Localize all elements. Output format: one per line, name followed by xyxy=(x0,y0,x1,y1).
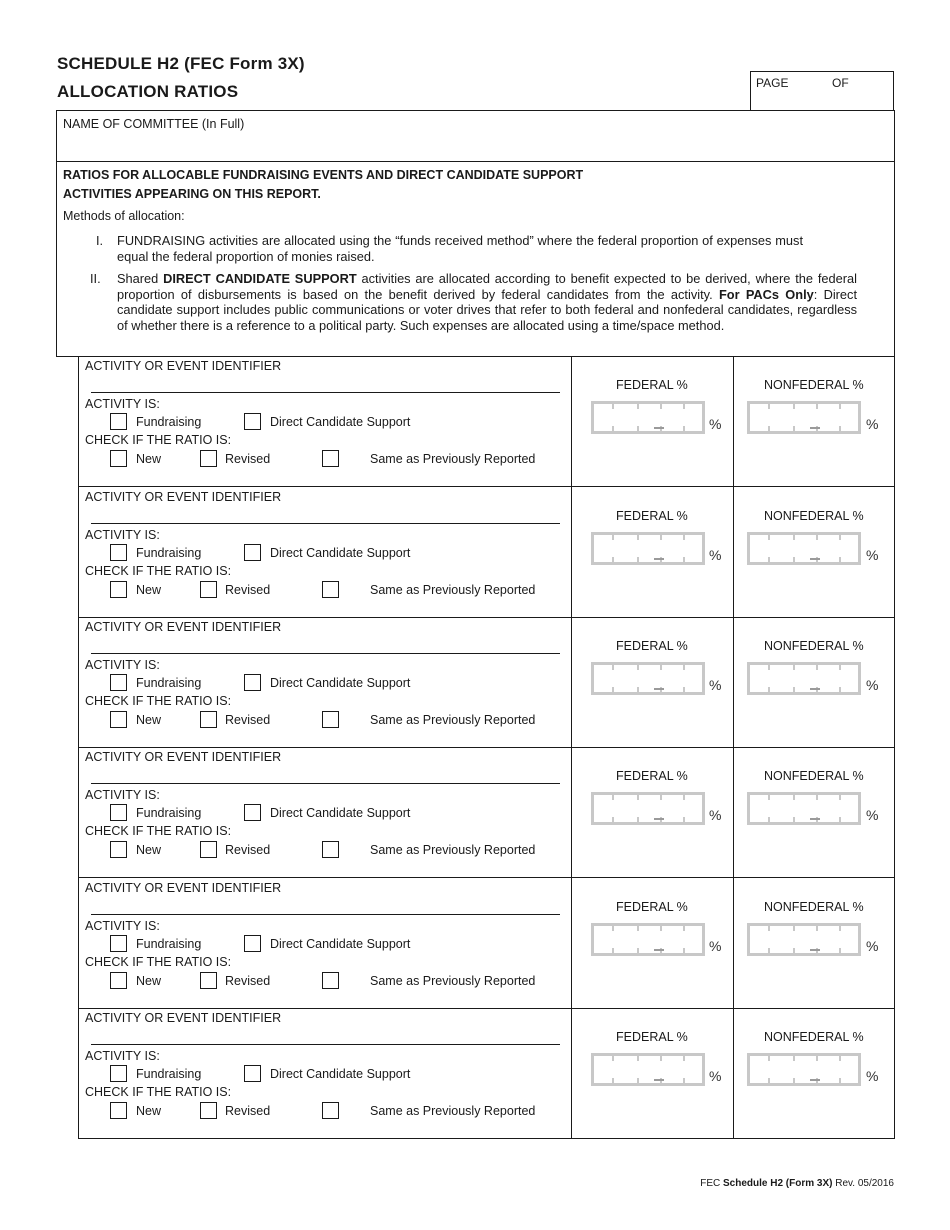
fundraising-label: Fundraising xyxy=(136,1067,202,1081)
digit-tick xyxy=(612,557,614,562)
check-ratio-label: CHECK IF THE RATIO IS: xyxy=(85,1085,232,1099)
digit-tick xyxy=(637,1078,639,1083)
column-divider xyxy=(733,617,734,747)
activity-identifier-label: ACTIVITY OR EVENT IDENTIFIER xyxy=(85,620,282,634)
digit-tick xyxy=(839,687,841,692)
activity-is-label: ACTIVITY IS: xyxy=(85,658,160,672)
digit-tick xyxy=(793,948,795,953)
activity-block xyxy=(78,356,895,487)
digit-tick xyxy=(839,535,841,540)
digit-tick xyxy=(839,1078,841,1083)
schedule-title: SCHEDULE H2 (FEC Form 3X) xyxy=(57,54,305,73)
method2-prefix: Shared xyxy=(117,271,159,286)
percent-input[interactable] xyxy=(747,532,861,565)
digit-tick xyxy=(768,817,770,822)
federal-percent-label: FEDERAL % xyxy=(616,900,688,914)
method2-bold: DIRECT CANDIDATE SUPPORT xyxy=(163,271,357,286)
decimal-mark xyxy=(654,558,664,560)
fundraising-checkbox[interactable] xyxy=(110,413,127,430)
percent-input[interactable] xyxy=(591,401,705,434)
check-ratio-label: CHECK IF THE RATIO IS: xyxy=(85,955,232,969)
decimal-mark xyxy=(654,427,664,429)
digit-tick xyxy=(793,795,795,800)
digit-tick xyxy=(793,665,795,670)
digit-tick xyxy=(793,535,795,540)
of-label: OF xyxy=(832,76,849,90)
revised-label: Revised xyxy=(225,713,271,727)
percent-input[interactable] xyxy=(747,401,861,434)
digit-tick xyxy=(637,948,639,953)
nonfederal-percent-sign: % xyxy=(866,547,879,563)
digit-tick xyxy=(683,404,685,409)
nonfederal-percent-sign: % xyxy=(866,807,879,823)
same-as-previously-checkbox[interactable] xyxy=(322,581,339,598)
revised-label: Revised xyxy=(225,843,271,857)
new-label: New xyxy=(136,713,162,727)
form-title: ALLOCATION RATIOS xyxy=(57,82,239,101)
revised-label: Revised xyxy=(225,1104,271,1118)
digit-tick xyxy=(793,404,795,409)
percent-input[interactable] xyxy=(747,662,861,695)
column-divider xyxy=(733,487,734,617)
column-divider xyxy=(733,747,734,877)
fundraising-checkbox[interactable] xyxy=(110,804,127,821)
federal-percent-label: FEDERAL % xyxy=(616,509,688,523)
percent-input[interactable] xyxy=(591,662,705,695)
percent-input[interactable] xyxy=(591,923,705,956)
nonfederal-percent-sign: % xyxy=(866,1068,879,1084)
digit-tick xyxy=(683,948,685,953)
direct-candidate-support-checkbox[interactable] xyxy=(244,804,261,821)
fundraising-label: Fundraising xyxy=(136,415,202,429)
direct-candidate-support-label: Direct Candidate Support xyxy=(270,546,411,560)
digit-tick xyxy=(683,817,685,822)
digit-tick xyxy=(816,1056,818,1061)
digit-tick xyxy=(768,1078,770,1083)
direct-candidate-support-checkbox[interactable] xyxy=(244,935,261,952)
digit-tick xyxy=(768,948,770,953)
digit-tick xyxy=(768,926,770,931)
federal-percent-label: FEDERAL % xyxy=(616,378,688,392)
same-as-previously-label: Same as Previously Reported xyxy=(370,583,536,597)
same-as-previously-checkbox[interactable] xyxy=(322,972,339,989)
fundraising-checkbox[interactable] xyxy=(110,674,127,691)
digit-tick xyxy=(660,795,662,800)
digit-tick xyxy=(612,535,614,540)
fundraising-label: Fundraising xyxy=(136,546,202,560)
digit-tick xyxy=(683,795,685,800)
digit-tick xyxy=(660,665,662,670)
digit-tick xyxy=(839,1056,841,1061)
digit-tick xyxy=(839,948,841,953)
activity-identifier-input[interactable] xyxy=(91,523,560,524)
digit-tick xyxy=(793,1078,795,1083)
nonfederal-percent-sign: % xyxy=(866,416,879,432)
ratios-heading xyxy=(63,166,883,204)
digit-tick xyxy=(683,535,685,540)
ratios-heading-line1: RATIOS FOR ALLOCABLE FUNDRAISING EVENTS AND DIRECT CANDIDATE SUPPORT xyxy=(63,168,584,182)
digit-tick xyxy=(793,817,795,822)
digit-tick xyxy=(660,926,662,931)
activity-identifier-input[interactable] xyxy=(91,914,560,915)
digit-tick xyxy=(660,535,662,540)
revised-checkbox[interactable] xyxy=(200,581,217,598)
check-ratio-label: CHECK IF THE RATIO IS: xyxy=(85,824,232,838)
digit-tick xyxy=(637,426,639,431)
decimal-mark xyxy=(810,949,820,951)
direct-candidate-support-label: Direct Candidate Support xyxy=(270,1067,411,1081)
new-label: New xyxy=(136,583,162,597)
method2-text xyxy=(117,271,857,333)
same-as-previously-label: Same as Previously Reported xyxy=(370,843,536,857)
digit-tick xyxy=(637,665,639,670)
activity-identifier-input[interactable] xyxy=(91,1044,560,1045)
nonfederal-percent-label: NONFEDERAL % xyxy=(764,900,864,914)
digit-tick xyxy=(683,665,685,670)
digit-tick xyxy=(637,557,639,562)
activity-is-label: ACTIVITY IS: xyxy=(85,1049,160,1063)
digit-tick xyxy=(612,926,614,931)
digit-tick xyxy=(683,1056,685,1061)
digit-tick xyxy=(612,948,614,953)
federal-percent-label: FEDERAL % xyxy=(616,639,688,653)
digit-tick xyxy=(816,926,818,931)
digit-tick xyxy=(793,687,795,692)
revised-checkbox[interactable] xyxy=(200,841,217,858)
decimal-mark xyxy=(810,427,820,429)
new-label: New xyxy=(136,974,162,988)
digit-tick xyxy=(660,404,662,409)
column-divider xyxy=(571,1008,572,1138)
method2-mid: activities are allocated according to benefit expected to be derived, where the federal proportion of disbursements is based on the benefit derived by federal candidates from the activity. xyxy=(117,271,857,302)
same-as-previously-label: Same as Previously Reported xyxy=(370,974,536,988)
column-divider xyxy=(571,356,572,486)
same-as-previously-label: Same as Previously Reported xyxy=(370,452,536,466)
activity-identifier-label: ACTIVITY OR EVENT IDENTIFIER xyxy=(85,1011,282,1025)
activity-identifier-label: ACTIVITY OR EVENT IDENTIFIER xyxy=(85,359,282,373)
nonfederal-percent-label: NONFEDERAL % xyxy=(764,769,864,783)
method1-number: I. xyxy=(96,233,104,248)
percent-input[interactable] xyxy=(747,792,861,825)
activity-identifier-input[interactable] xyxy=(91,392,560,393)
same-as-previously-label: Same as Previously Reported xyxy=(370,713,536,727)
fundraising-checkbox[interactable] xyxy=(110,1065,127,1082)
nonfederal-percent-label: NONFEDERAL % xyxy=(764,1030,864,1044)
fundraising-label: Fundraising xyxy=(136,676,202,690)
digit-tick xyxy=(612,795,614,800)
column-divider xyxy=(571,617,572,747)
revised-label: Revised xyxy=(225,583,271,597)
digit-tick xyxy=(793,426,795,431)
new-checkbox[interactable] xyxy=(110,972,127,989)
committee-name-label: NAME OF COMMITTEE (In Full) xyxy=(63,117,245,131)
new-checkbox[interactable] xyxy=(110,1102,127,1119)
footer-revision: Rev. 05/2016 xyxy=(835,1178,894,1189)
decimal-mark xyxy=(654,1079,664,1081)
direct-candidate-support-label: Direct Candidate Support xyxy=(270,415,411,429)
digit-tick xyxy=(612,687,614,692)
footer-form-name: Schedule H2 (Form 3X) xyxy=(723,1178,833,1189)
federal-percent-sign: % xyxy=(709,547,722,563)
federal-percent-sign: % xyxy=(709,807,722,823)
method2-number: II. xyxy=(90,271,101,286)
new-label: New xyxy=(136,452,162,466)
column-divider xyxy=(733,878,734,1008)
decimal-mark xyxy=(654,818,664,820)
decimal-mark xyxy=(810,1079,820,1081)
same-as-previously-checkbox[interactable] xyxy=(322,711,339,728)
same-as-previously-checkbox[interactable] xyxy=(322,1102,339,1119)
column-divider xyxy=(571,487,572,617)
digit-tick xyxy=(612,817,614,822)
direct-candidate-support-label: Direct Candidate Support xyxy=(270,806,411,820)
activity-identifier-label: ACTIVITY OR EVENT IDENTIFIER xyxy=(85,750,282,764)
activity-block xyxy=(78,617,895,748)
new-label: New xyxy=(136,1104,162,1118)
methods-label: Methods of allocation: xyxy=(63,209,185,223)
new-label: New xyxy=(136,843,162,857)
activity-identifier-label: ACTIVITY OR EVENT IDENTIFIER xyxy=(85,881,282,895)
federal-percent-label: FEDERAL % xyxy=(616,769,688,783)
percent-input[interactable] xyxy=(591,532,705,565)
fundraising-label: Fundraising xyxy=(136,937,202,951)
revised-label: Revised xyxy=(225,974,271,988)
fundraising-checkbox[interactable] xyxy=(110,544,127,561)
same-as-previously-checkbox[interactable] xyxy=(322,450,339,467)
digit-tick xyxy=(768,535,770,540)
digit-tick xyxy=(768,665,770,670)
digit-tick xyxy=(839,817,841,822)
digit-tick xyxy=(637,687,639,692)
nonfederal-percent-label: NONFEDERAL % xyxy=(764,639,864,653)
digit-tick xyxy=(637,795,639,800)
federal-percent-sign: % xyxy=(709,416,722,432)
digit-tick xyxy=(793,926,795,931)
digit-tick xyxy=(793,1056,795,1061)
direct-candidate-support-checkbox[interactable] xyxy=(244,1065,261,1082)
activity-block xyxy=(78,487,895,618)
new-checkbox[interactable] xyxy=(110,711,127,728)
method1-text: FUNDRAISING activities are allocated using the “funds received method” where the federal proportion of expenses must equal the federal proportion of monies raised. xyxy=(117,233,803,264)
activity-block xyxy=(78,747,895,878)
column-divider xyxy=(733,1008,734,1138)
nonfederal-percent-sign: % xyxy=(866,677,879,693)
digit-tick xyxy=(683,926,685,931)
decimal-mark xyxy=(654,949,664,951)
same-as-previously-label: Same as Previously Reported xyxy=(370,1104,536,1118)
digit-tick xyxy=(768,687,770,692)
direct-candidate-support-checkbox[interactable] xyxy=(244,674,261,691)
fundraising-label: Fundraising xyxy=(136,806,202,820)
decimal-mark xyxy=(810,558,820,560)
federal-percent-sign: % xyxy=(709,677,722,693)
check-ratio-label: CHECK IF THE RATIO IS: xyxy=(85,433,232,447)
digit-tick xyxy=(768,557,770,562)
check-ratio-label: CHECK IF THE RATIO IS: xyxy=(85,694,232,708)
digit-tick xyxy=(612,665,614,670)
revised-checkbox[interactable] xyxy=(200,450,217,467)
direct-candidate-support-label: Direct Candidate Support xyxy=(270,937,411,951)
digit-tick xyxy=(816,795,818,800)
decimal-mark xyxy=(810,818,820,820)
activity-identifier-input[interactable] xyxy=(91,783,560,784)
federal-percent-sign: % xyxy=(709,1068,722,1084)
method2-pacs-only: For PACs Only xyxy=(718,286,814,302)
revised-checkbox[interactable] xyxy=(200,1102,217,1119)
digit-tick xyxy=(839,795,841,800)
nonfederal-percent-label: NONFEDERAL % xyxy=(764,378,864,392)
percent-input[interactable] xyxy=(591,792,705,825)
nonfederal-percent-sign: % xyxy=(866,938,879,954)
activity-block xyxy=(78,1008,895,1139)
new-checkbox[interactable] xyxy=(110,841,127,858)
digit-tick xyxy=(768,404,770,409)
percent-input[interactable] xyxy=(747,1053,861,1086)
direct-candidate-support-checkbox[interactable] xyxy=(244,413,261,430)
column-divider xyxy=(733,356,734,486)
digit-tick xyxy=(683,426,685,431)
form-footer xyxy=(700,1178,894,1189)
federal-percent-label: FEDERAL % xyxy=(616,1030,688,1044)
decimal-mark xyxy=(654,688,664,690)
digit-tick xyxy=(637,926,639,931)
digit-tick xyxy=(612,404,614,409)
activity-is-label: ACTIVITY IS: xyxy=(85,528,160,542)
digit-tick xyxy=(839,404,841,409)
direct-candidate-support-checkbox[interactable] xyxy=(244,544,261,561)
federal-percent-sign: % xyxy=(709,938,722,954)
digit-tick xyxy=(660,1056,662,1061)
check-ratio-label: CHECK IF THE RATIO IS: xyxy=(85,564,232,578)
digit-tick xyxy=(768,426,770,431)
activity-is-label: ACTIVITY IS: xyxy=(85,397,160,411)
digit-tick xyxy=(637,404,639,409)
digit-tick xyxy=(839,557,841,562)
digit-tick xyxy=(816,404,818,409)
digit-tick xyxy=(637,535,639,540)
fundraising-checkbox[interactable] xyxy=(110,935,127,952)
footer-prefix: FEC xyxy=(700,1178,721,1189)
digit-tick xyxy=(683,1078,685,1083)
digit-tick xyxy=(839,926,841,931)
decimal-mark xyxy=(810,688,820,690)
digit-tick xyxy=(768,795,770,800)
revised-checkbox[interactable] xyxy=(200,711,217,728)
percent-input[interactable] xyxy=(591,1053,705,1086)
ratios-heading-line2: ACTIVITIES APPEARING ON THIS REPORT. xyxy=(63,187,321,201)
percent-input[interactable] xyxy=(747,923,861,956)
digit-tick xyxy=(612,1078,614,1083)
digit-tick xyxy=(839,426,841,431)
same-as-previously-checkbox[interactable] xyxy=(322,841,339,858)
new-checkbox[interactable] xyxy=(110,450,127,467)
digit-tick xyxy=(816,535,818,540)
activity-block xyxy=(78,878,895,1009)
activity-is-label: ACTIVITY IS: xyxy=(85,919,160,933)
nonfederal-percent-label: NONFEDERAL % xyxy=(764,509,864,523)
digit-tick xyxy=(683,557,685,562)
column-divider xyxy=(571,747,572,877)
digit-tick xyxy=(637,817,639,822)
digit-tick xyxy=(839,665,841,670)
activity-is-label: ACTIVITY IS: xyxy=(85,788,160,802)
digit-tick xyxy=(612,426,614,431)
activity-identifier-input[interactable] xyxy=(91,653,560,654)
digit-tick xyxy=(816,665,818,670)
revised-checkbox[interactable] xyxy=(200,972,217,989)
digit-tick xyxy=(637,1056,639,1061)
activity-identifier-label: ACTIVITY OR EVENT IDENTIFIER xyxy=(85,490,282,504)
digit-tick xyxy=(612,1056,614,1061)
new-checkbox[interactable] xyxy=(110,581,127,598)
column-divider xyxy=(571,878,572,1008)
digit-tick xyxy=(683,687,685,692)
method2-end: : Direct candidate support includes public communications or voter drives that refer to both federal and nonfederal candidates, regardless of whether there is a reference to a political party. Such expenses are allocated using a time/space method. xyxy=(117,286,858,333)
page-label: PAGE xyxy=(756,76,789,90)
digit-tick xyxy=(793,557,795,562)
digit-tick xyxy=(768,1056,770,1061)
direct-candidate-support-label: Direct Candidate Support xyxy=(270,676,411,690)
revised-label: Revised xyxy=(225,452,271,466)
